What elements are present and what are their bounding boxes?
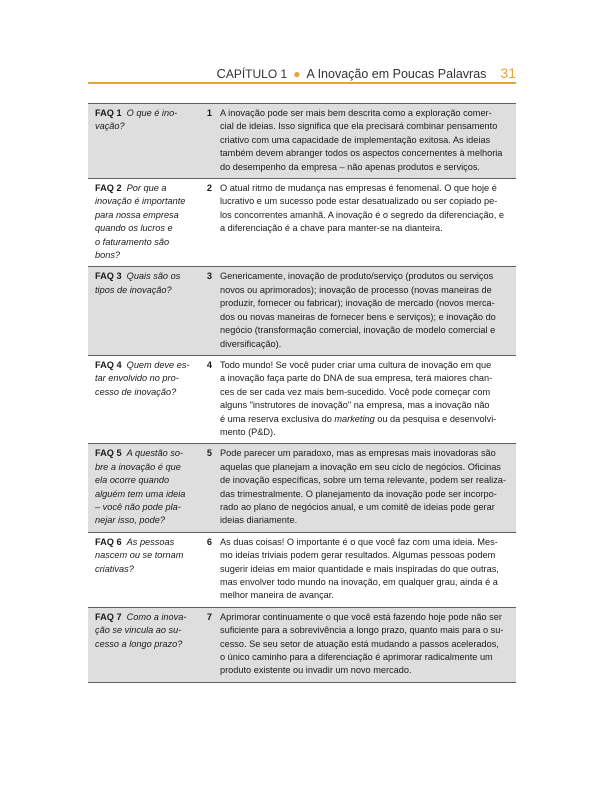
faq-row	[88, 607, 516, 683]
faq-row	[88, 355, 516, 443]
faq-answer: Genericamente, inovação de produto/serviço (produtos ou serviços novos ou aprimorados); inovação de processo (novas maneiras de produzir, fornecer ou fabricar); inovação de mercado (novos merca- dos ou novas maneiras de fornecer bens e serviços); e inovação do negócio (transformação comercial, inovação de modelo comercial e diversificação).	[220, 271, 496, 349]
page-number: 31	[500, 65, 516, 81]
faq-answer: Pode parecer um paradoxo, mas as empresas mais inovadoras são aquelas que planejam a inovação em seu ciclo de negócios. Oficinas de inovação específicas, sobre um tema relevante, podem ser realiza- das trimestralmente. O planejamento da inovação pode ser incorpo- rado ao plano de negócios anual, e um comitê de ideias pode gerar ideias diariamente.	[220, 448, 506, 526]
faq-answer: A inovação pode ser mais bem descrita como a exploração comer- cial de ideias. Isso significa que ela precisará combinar pensamento criativo com uma capacidade de implementação exitosa. As ideias também devem abranger todos os aspectos concernentes à melhoria do desempenho da empresa – não apenas produtos e serviços.	[220, 108, 503, 172]
faq-row	[88, 532, 516, 607]
faq-answer: O atual ritmo de mudança nas empresas é fenomenal. O que hoje é lucrativo e um sucesso pode estar desatualizado ou ser copiado pe- los concorrentes amanhã. A inovação é o segredo da diferenciação, e a diferenciação é a chave para manter-se na dianteira.	[220, 183, 504, 234]
chapter-label: CAPÍTULO 1	[216, 66, 288, 81]
header-rule	[88, 82, 516, 84]
bullet-separator: ●	[293, 67, 301, 81]
faq-answer: As duas coisas! O importante é o que você faz com uma ideia. Mes- mo ideias triviais podem gerar resultados. Algumas pessoas podem sugerir ideias em maior quantidade e mais inspiradas do que outras, mas envolver todo mundo na inovação, em qualquer grau, ainda é a melhor maneira de avançar.	[220, 536, 499, 601]
faq-row	[88, 443, 516, 531]
chapter-title: A Inovação em Poucas Palavras	[306, 67, 487, 81]
faq-question: FAQ 1 O que é ino- vação?	[95, 108, 178, 132]
faq-answer: Aprimorar continuamente o que você está fazendo hoje pode não ser suficiente para a sobrevivência a longo prazo, quanto mais para o su- cesso. Se seu setor de atuação está mudando a passos acelerados, o único caminho para a diferenciação é aprimorar radicalmente um produto existente ou invadir um novo mercado.	[220, 611, 504, 676]
faq-question: FAQ 7 Como a inova- ção se vincula ao su- cesso a longo prazo?	[95, 611, 187, 649]
faq-table	[88, 103, 516, 683]
faq-answer-number: 1	[206, 108, 212, 118]
faq-answer-number: 5	[206, 448, 212, 459]
faq-question: FAQ 4 Quem deve es- tar envolvido no pro- cesso de inovação?	[95, 359, 190, 397]
faq-question: FAQ 2 Por que a inovação é importante para nossa empresa quando os lucros e o faturamento são bons?	[95, 183, 186, 261]
faq-answer-number: 6	[206, 536, 212, 547]
running-header	[88, 63, 516, 81]
faq-answer-number: 2	[206, 183, 212, 194]
faq-answer: Todo mundo! Se você puder criar uma cultura de inovação em que a inovação faça parte do DNA de sua empresa, terá maiores chan- ces de ser cada vez mais bem-sucedido. Você pode começar com alguns "instrutores de inovação" na empresa, mas a inovação não é uma reserva exclusiva do marketing ou da pesquisa e desenvolvi- mento (P&D).	[220, 359, 497, 437]
faq-answer-number: 4	[206, 359, 212, 370]
faq-question: FAQ 6 As pessoas nascem ou se tornam criativas?	[95, 536, 184, 574]
faq-question: FAQ 5 A questão so- bre a inovação é que ela ocorre quando alguém tem uma ideia – você não pode pla- nejar isso, pode?	[95, 448, 186, 526]
faq-answer-number: 7	[206, 611, 212, 622]
faq-row	[88, 178, 516, 266]
faq-row	[88, 266, 516, 354]
faq-row	[88, 103, 516, 178]
faq-question: FAQ 3 Quais são os tipos de inovação?	[95, 271, 181, 295]
faq-answer-number: 3	[206, 271, 212, 282]
